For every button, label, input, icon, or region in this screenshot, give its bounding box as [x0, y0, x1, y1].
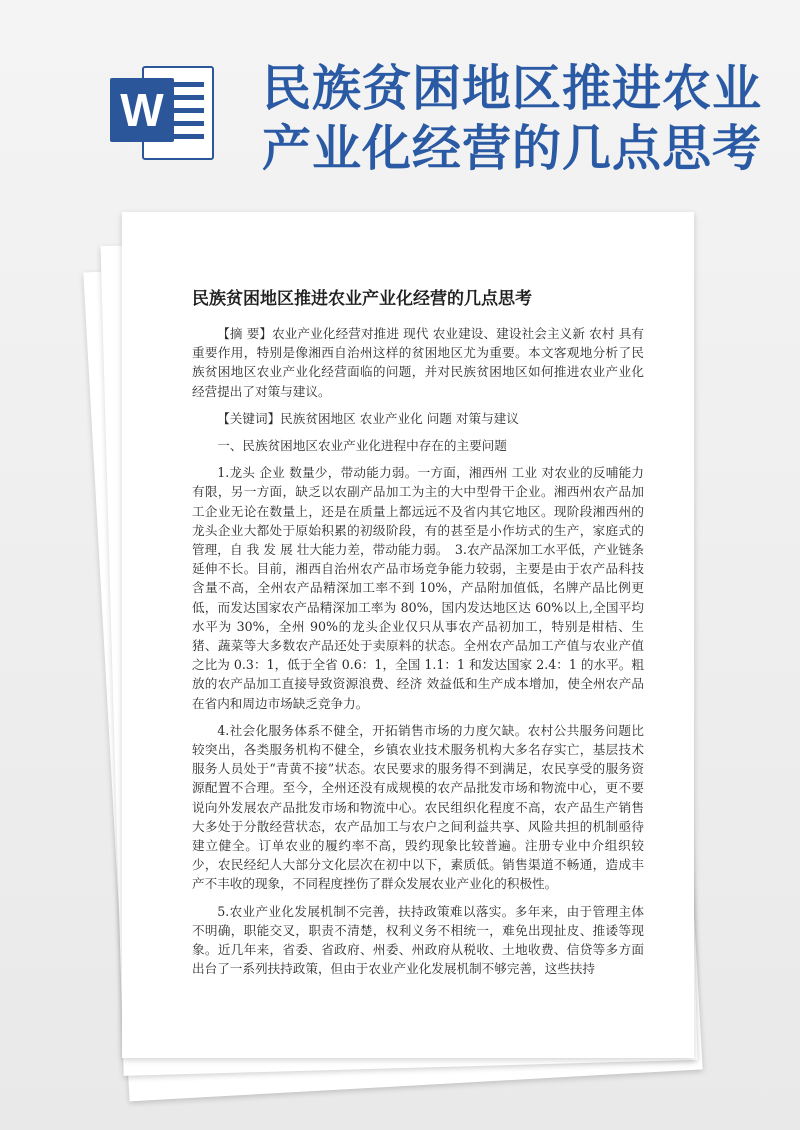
section-heading: 一、民族贫困地区农业产业化进程中存在的主要问题 [217, 438, 507, 454]
word-document-icon [106, 60, 218, 164]
word-badge: W [110, 78, 174, 142]
text-line-icon [174, 134, 204, 139]
keywords-paragraph: 【关键词】民族贫困地区 农业产业化 问题 对策与建议 [217, 410, 519, 426]
document-title: 民族贫困地区推进农业产业化经营的几点思考 [192, 289, 532, 309]
document-page [122, 212, 694, 1058]
page-title: 民族贫困地区推进农业产业化经营的几点思考 [262, 59, 763, 177]
text-line-icon [174, 95, 204, 100]
body-paragraph: 4.社会化服务体系不健全，开拓销售市场的力度欠缺。农村公共服务问题比较突出，各类服务机构不健全，乡镇农业技术服务机构大多名存实亡，基层技术服务人员处于“青黄不接”状态。农民要求的服务得不到满足，农民享受的服务资源配置不合理。至今，全州还没有成规模的农产品批发市场和物流中心，更不要说向外发展农产品批发市场和物流中心。农民组织化程度不高，农产品生产销售大多处于分散经营状态，农产品加工与农户之间利益共享、风险共担的机制亟待建立健全。订单农业的履约率不高，毁约现象比较普遍。注册专业中介组织较少，农民经纪人大部分文化层次在初中以下，素质低。销售渠道不畅通，造成丰产不丰收的现象，不同程度挫伤了群众发展农业产业化的积极性。 [192, 722, 644, 892]
text-line-icon [174, 121, 204, 126]
document-body [192, 324, 644, 987]
abstract-paragraph: 【摘 要】农业产业化经营对推进 现代 农业建设、建设社会主义新 农村 具有重要作用，特别是像湘西自治州这样的贫困地区尤为重要。本文客观地分析了民族贫困地区农业产业化经营面临的问题，并对民族贫困地区如何推进农业产业化经营提出了对策与建议。 [192, 326, 644, 399]
text-line-icon [174, 108, 204, 113]
text-line-icon [174, 82, 204, 87]
body-paragraph: 5.农业产业化发展机制不完善，扶持政策难以落实。多年来，由于管理主体不明确，职能交叉，职责不清楚，权利义务不相统一，难免出现扯皮、推诿等现象。近几年来，省委、省政府、州委、州政府从税收、土地收费、信贷等多方面出台了一系列扶持政策，但由于农业产业化发展机制不够完善，这些扶持 [192, 903, 644, 977]
body-paragraph: 1.龙头 企业 数量少，带动能力弱。一方面，湘西州 工业 对农业的反哺能力有限，另一方面，缺乏以农副产品加工为主的大中型骨干企业。湘西州农产品加工企业无论在数量上，还是在质量上都远远不及省内其它地区。现阶段湘西州的龙头企业大都处于原始积累的初级阶段，有的甚至是小作坊式的生产，家庭式的管理，自 我 发 展 壮大能力差，带动能力弱。 3.农产品深加工水平低，产业链条延伸不长。目前，湘西自治州农产品市场竞争能力较弱，主要是由于农产品科技含量不高，全州农产品精深加工率不到 10%，产品附加值低，名牌产品比例更低，而发达国家农产品精深加工率为 80%，国内发达地区达 60%以上,全国平均水平为 30%，全州 90%的龙头企业仅只从事农产品初加工，特别是柑桔、生猪、蔬菜等大多数农产品还处于卖原料的状态。全州农产品加工产值与农业产值之比为 0.3：1，低于全省 0.6：1，全国 1.1：1 和发达国家 2.4：1 的水平。粗放的农产品加工直接导致资源浪费、经济 效益低和生产成本增加，使全州农产品在省内和周边市场缺乏竞争力。 [192, 465, 644, 711]
